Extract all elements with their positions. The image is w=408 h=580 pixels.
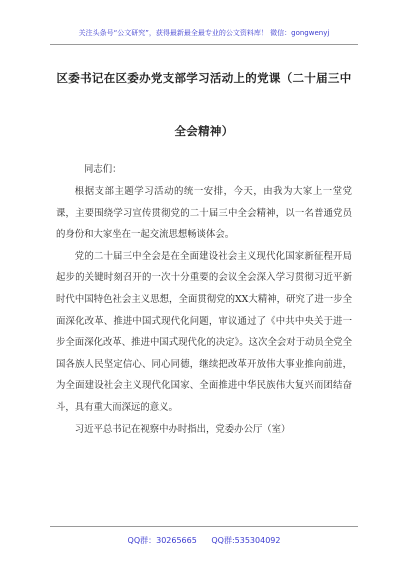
header-banner: 关注头条号“公文研究”，获得最新最全最专业的公文资料库！ 微信：gongwenyj: [78, 29, 330, 37]
document-body: [56, 181, 352, 440]
body-paragraph-1: 根据支部主题学习活动的统一安排，今天，由我为大家上一堂党课，主要围绕学习宣传贯彻党的二十届三中全会精神，以一名普通党员的身份和大家坐在一起交流思想畅谈体会。: [56, 186, 352, 241]
body-paragraph-2: 党的二十届三中全会是在全面建设社会主义现代化国家新征程开局起步的关键时刻召开的一次十分重要的会议全会深入学习贯彻习近平新时代中国特色社会主义思想，全面贯彻党的XX大精神，研究了进一步全面深化改革、推进中国式现代化问题，审议通过了《中共中央关于进一步全面深化改革、推进中国式现代化的决定》。这次全会对于动员全党全国各族人民坚定信心、同心同德，继续把改革开放伟大事业推向前进，为全面建设社会主义现代化国家、全面推进中华民族伟大复兴而团结奋斗，具有重大而深远的意义。: [56, 250, 352, 413]
document-title-line-2: 全会精神）: [174, 124, 234, 138]
footer-qq-group-2: QQ群:535304092: [211, 536, 281, 545]
greeting: 同志们：: [84, 164, 122, 175]
header-divider: [50, 44, 358, 45]
footer: [0, 535, 408, 546]
footer-qq-group-1: QQ群：30265665: [127, 536, 197, 545]
document-title-line-1: 区委书记在区委办党支部学习活动上的党课（二十届三中: [56, 71, 352, 85]
body-paragraph-3: 习近平总书记在视察中办时指出，党委办公厅（室）: [74, 423, 291, 435]
footer-divider: [50, 526, 358, 527]
